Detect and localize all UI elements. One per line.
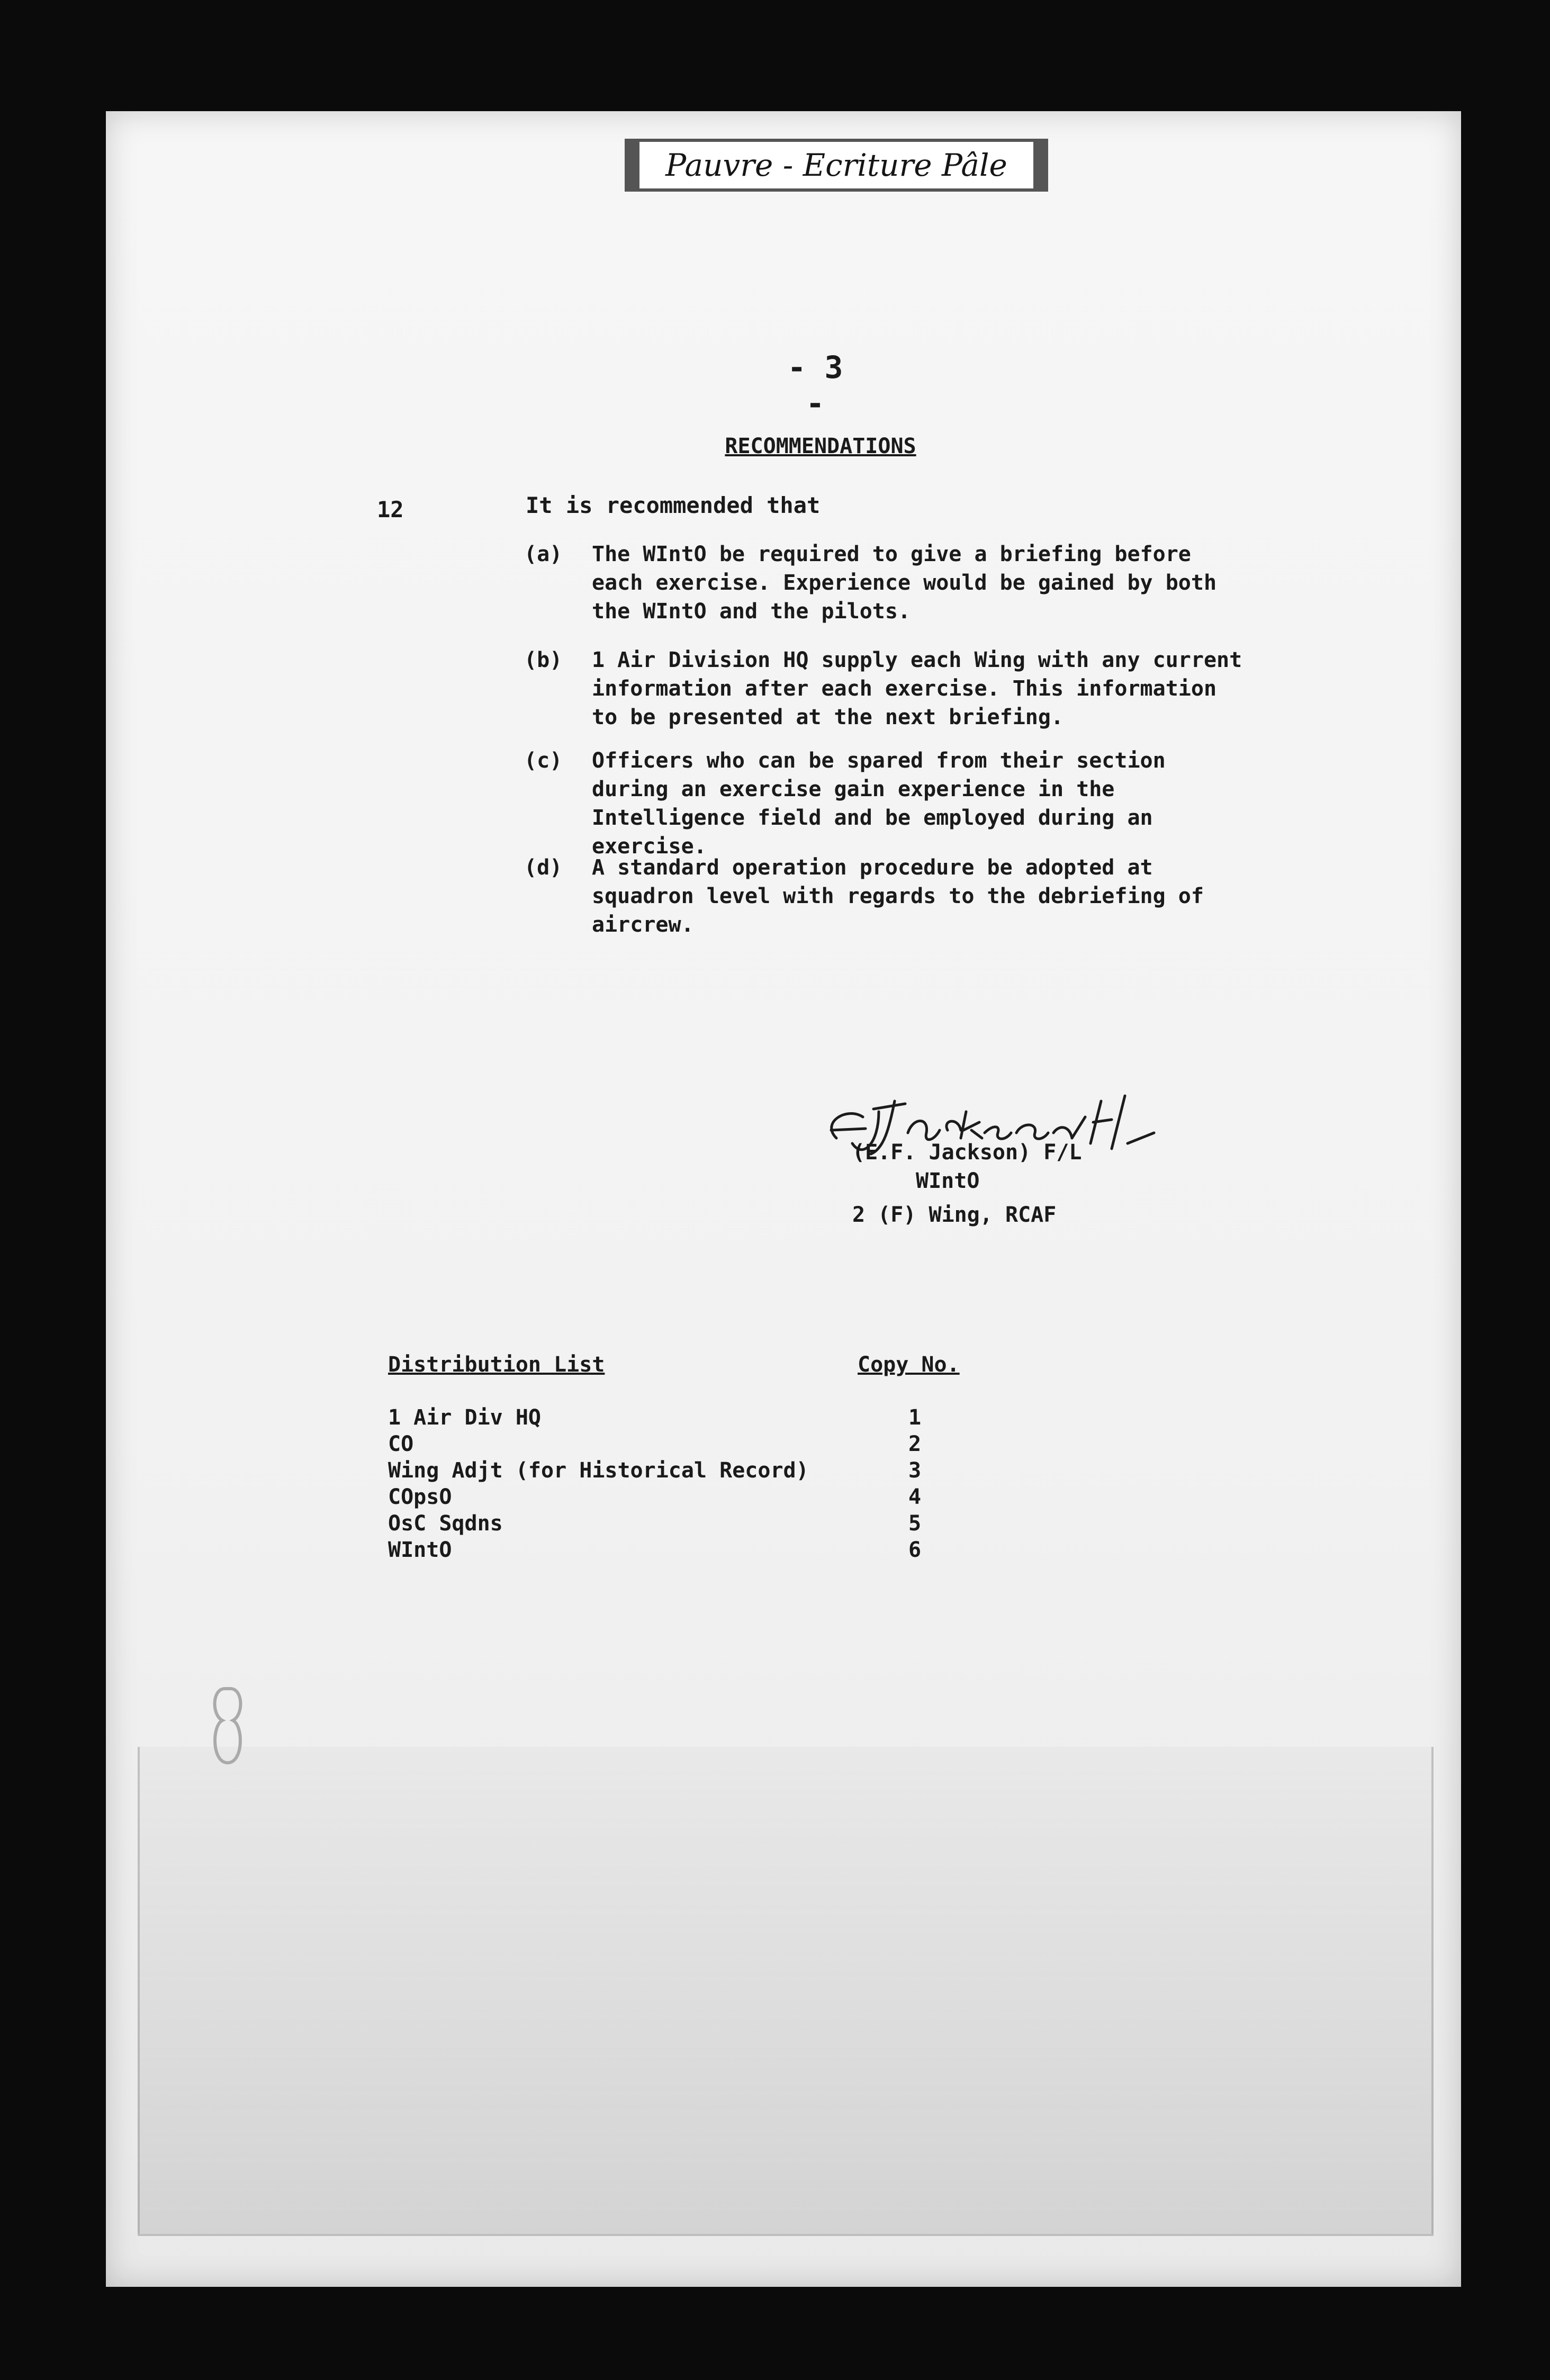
copy-number-header: Copy No. (858, 1353, 960, 1377)
recipient: OsC Sqdns (388, 1511, 503, 1536)
paper-clip-icon (209, 1683, 246, 1768)
copy-number: 1 (908, 1405, 922, 1430)
recommendations-heading: RECOMMENDATIONS (725, 434, 916, 458)
signatory-unit: 2 (F) Wing, RCAF (852, 1203, 1057, 1227)
recommendation-letter: (d) (524, 855, 563, 880)
recommendation-letter: (a) (524, 542, 563, 566)
copy-number: 2 (908, 1432, 922, 1456)
recipient: COpsO (388, 1485, 452, 1509)
distribution-row (388, 1511, 970, 1538)
copy-number: 6 (908, 1538, 922, 1562)
recommendation-c (524, 746, 1265, 861)
recommendation-a (524, 540, 1265, 626)
distribution-row (388, 1538, 970, 1564)
copy-number: 3 (908, 1458, 922, 1483)
page-number: - 3 - (787, 349, 843, 421)
paragraph-number: 12 (377, 497, 404, 522)
copy-number: 5 (908, 1511, 922, 1536)
recipient: 1 Air Div HQ (388, 1405, 541, 1430)
signatory-name: (E.F. Jackson) F/L (852, 1140, 1082, 1165)
folded-page-edge (138, 1747, 1434, 2236)
signature-block (852, 1138, 1082, 1229)
recommendation-text: Officers who can be spared from their section during an exercise gain experience in the Intelligence field and be employed during an exercise. (592, 749, 1166, 859)
distribution-row (388, 1458, 970, 1485)
recipient: WIntO (388, 1538, 452, 1562)
header-label: Pauvre - Ecriture Pâle (625, 139, 1048, 192)
recommendation-letter: (b) (524, 648, 563, 672)
distribution-row (388, 1405, 970, 1432)
recommendation-d (524, 853, 1265, 939)
distribution-row (388, 1485, 970, 1511)
recommendation-text: A standard operation procedure be adopted at squadron level with regards to the debriefing of aircrew. (592, 855, 1204, 937)
signatory-title: WIntO (916, 1169, 980, 1193)
recipient: Wing Adjt (for Historical Record) (388, 1458, 809, 1483)
distribution-row (388, 1432, 970, 1458)
recommendation-letter: (c) (524, 749, 563, 773)
copy-number: 4 (908, 1485, 922, 1509)
distribution-list-header: Distribution List (388, 1353, 605, 1377)
recommendation-text: The WIntO be required to give a briefing before each exercise. Experience would be gained by both the WIntO and the pilots. (592, 542, 1217, 624)
recipient: CO (388, 1432, 414, 1456)
paragraph-intro: It is recommended that (526, 492, 821, 518)
recommendation-text: 1 Air Division HQ supply each Wing with any current information after each exercise. This information to be presented at the next briefing. (592, 648, 1242, 729)
recommendation-b (524, 646, 1265, 732)
